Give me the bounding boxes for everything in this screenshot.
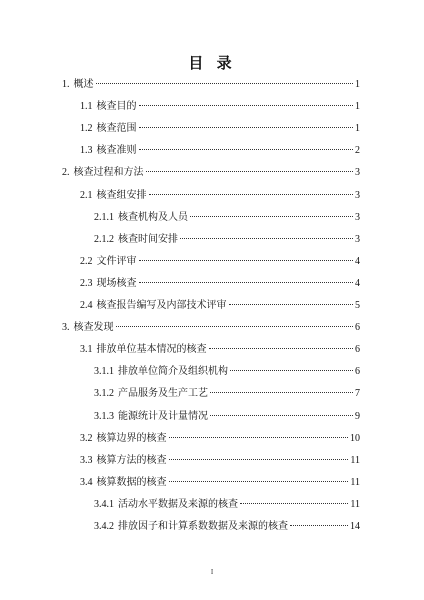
toc-entry-page: 2 [355, 145, 360, 156]
toc-entry-number: 3. [62, 322, 70, 333]
page-number: I [210, 568, 214, 576]
dot-leader [210, 415, 353, 416]
dot-leader [139, 149, 354, 150]
dot-leader [149, 194, 354, 195]
toc-entry[interactable] [62, 321, 360, 335]
toc-entry[interactable] [80, 189, 360, 203]
dot-leader [229, 304, 354, 305]
toc-entry-number: 2.1.2 [94, 234, 114, 245]
toc-entry-label: 核查时间安排 [118, 234, 178, 245]
toc-entry-number: 3.1.2 [94, 388, 114, 399]
toc-entry-number: 2.3 [80, 278, 93, 289]
toc-entry[interactable] [80, 144, 360, 158]
toc-entry-page: 3 [355, 212, 360, 223]
toc-entry-label: 核算边界的核查 [96, 433, 167, 444]
toc-entry-label: 排放单位简介及组织机构 [118, 366, 228, 377]
dot-leader [209, 348, 354, 349]
toc-entry-label: 核查目的 [96, 101, 137, 112]
toc-entry-page: 14 [350, 521, 360, 532]
toc-entry-label: 能源统计及计量情况 [118, 411, 208, 422]
dot-leader [180, 238, 353, 239]
toc-entry-page: 6 [355, 366, 360, 377]
toc-entry-label: 核算数据的核查 [96, 477, 167, 488]
dot-leader [169, 459, 349, 460]
dot-leader [146, 171, 354, 172]
toc-entry-number: 3.4.2 [94, 521, 114, 532]
toc-entry-label: 排放因子和计算系数数据及来源的核查 [118, 521, 288, 532]
toc-entry-page: 1 [355, 123, 360, 134]
toc-entry-page: 6 [355, 344, 360, 355]
toc-entry-page: 11 [350, 455, 360, 466]
toc-entry[interactable] [94, 365, 360, 379]
toc-entry[interactable] [62, 78, 360, 92]
toc-entry-number: 2.4 [80, 300, 93, 311]
toc-entry-page: 1 [355, 79, 360, 90]
toc-entry-number: 3.1 [80, 344, 93, 355]
toc-entry[interactable] [94, 410, 360, 424]
toc-entry[interactable] [80, 432, 360, 446]
toc-entry-number: 3.4.1 [94, 499, 114, 510]
toc-entry-number: 3.1.1 [94, 366, 114, 377]
toc-entry-page: 11 [350, 477, 360, 488]
toc-entry-number: 3.4 [80, 477, 93, 488]
dot-leader [190, 216, 353, 217]
toc-entry-page: 3 [355, 167, 360, 178]
dot-leader [139, 260, 354, 261]
toc-entry[interactable] [80, 454, 360, 468]
toc-entry-page: 4 [355, 278, 360, 289]
dot-leader [210, 392, 353, 393]
toc-entry-page: 11 [350, 499, 360, 510]
toc-entry-label: 产品服务及生产工艺 [118, 388, 208, 399]
dot-leader [139, 127, 354, 128]
toc-entry[interactable] [80, 100, 360, 114]
toc-entry-number: 3.1.3 [94, 411, 114, 422]
toc-entry-label: 现场核查 [96, 278, 137, 289]
toc-entry-number: 3.3 [80, 455, 93, 466]
toc-entry[interactable] [94, 387, 360, 401]
toc-entry-label: 核查范围 [96, 123, 137, 134]
toc-entry-number: 1.1 [80, 101, 93, 112]
toc-title: 目 录 [188, 54, 236, 72]
dot-leader [169, 437, 349, 438]
toc-entry-page: 7 [355, 388, 360, 399]
dot-leader [290, 525, 348, 526]
toc-entry-page: 9 [355, 411, 360, 422]
toc-entry[interactable] [80, 122, 360, 136]
toc-entry-label: 核查机构及人员 [118, 212, 188, 223]
toc-entry-page: 3 [355, 190, 360, 201]
dot-leader [169, 481, 349, 482]
toc-entry-label: 概述 [73, 79, 94, 90]
toc-entry[interactable] [80, 476, 360, 490]
toc-entry[interactable] [94, 498, 360, 512]
toc-entry-page: 6 [355, 322, 360, 333]
toc-entry-label: 核查发现 [73, 322, 114, 333]
toc-entry-number: 2.1.1 [94, 212, 114, 223]
toc-entry-number: 3.2 [80, 433, 93, 444]
table-of-contents [0, 78, 424, 568]
toc-entry-label: 核查准则 [96, 145, 137, 156]
toc-entry[interactable] [80, 255, 360, 269]
toc-entry-label: 核查组安排 [96, 190, 147, 201]
toc-entry-number: 1. [62, 79, 70, 90]
dot-leader [96, 83, 354, 84]
toc-entry-page: 3 [355, 234, 360, 245]
dot-leader [139, 282, 354, 283]
toc-entry-number: 1.3 [80, 145, 93, 156]
toc-entry[interactable] [62, 166, 360, 180]
toc-entry[interactable] [80, 277, 360, 291]
toc-entry-number: 2.1 [80, 190, 93, 201]
dot-leader [139, 105, 354, 106]
toc-entry-number: 2.2 [80, 256, 93, 267]
toc-entry[interactable] [94, 211, 360, 225]
toc-entry[interactable] [94, 520, 360, 534]
dot-leader [116, 326, 354, 327]
toc-entry-number: 2. [62, 167, 70, 178]
toc-entry-page: 10 [350, 433, 360, 444]
toc-entry-number: 1.2 [80, 123, 93, 134]
toc-entry-page: 1 [355, 101, 360, 112]
toc-entry-label: 核算方法的核查 [96, 455, 167, 466]
toc-entry-label: 核查过程和方法 [73, 167, 144, 178]
toc-entry-label: 排放单位基本情况的核查 [96, 344, 207, 355]
dot-leader [230, 370, 353, 371]
toc-entry[interactable] [80, 343, 360, 357]
toc-entry-page: 4 [355, 256, 360, 267]
toc-entry-label: 活动水平数据及来源的核查 [118, 499, 238, 510]
toc-entry-label: 文件评审 [96, 256, 137, 267]
toc-entry-label: 核查报告编写及内部技术评审 [96, 300, 227, 311]
toc-entry[interactable] [94, 233, 360, 247]
dot-leader [240, 503, 348, 504]
toc-entry[interactable] [80, 299, 360, 313]
toc-entry-page: 5 [355, 300, 360, 311]
